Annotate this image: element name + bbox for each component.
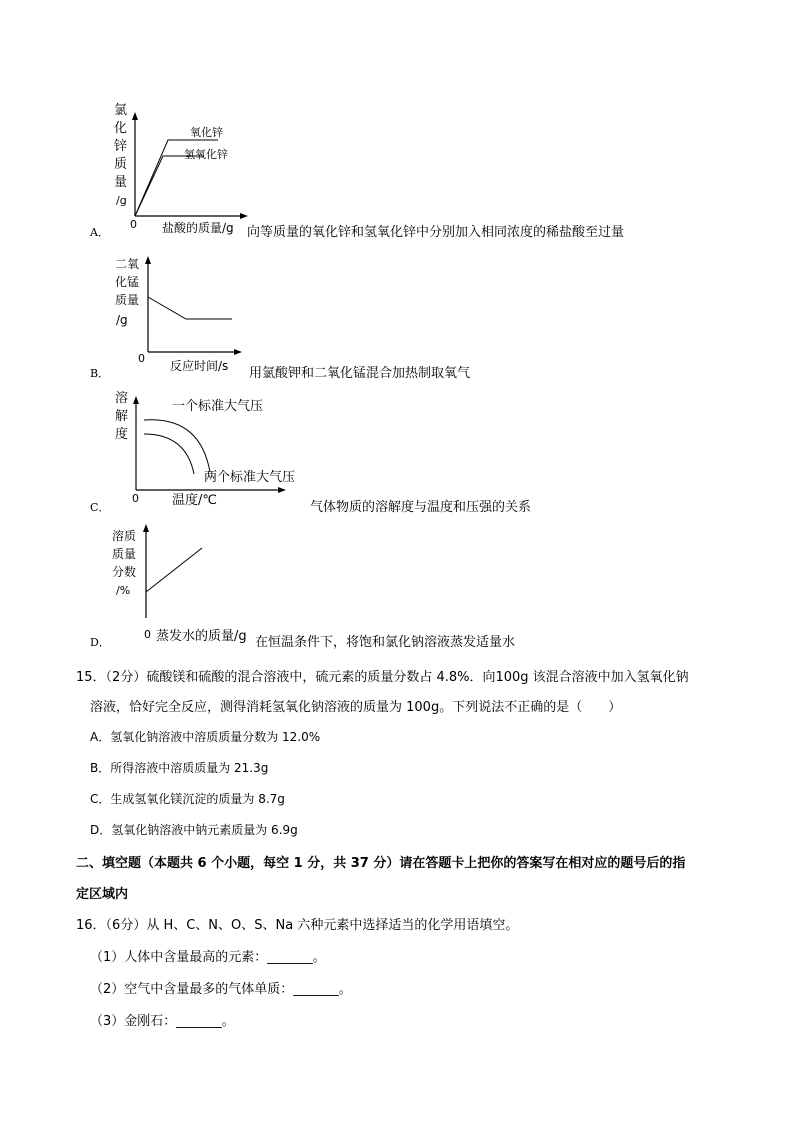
graph-a-ylabel-char: 量: [114, 175, 128, 190]
graph-c-ylabel-char: 解: [115, 409, 129, 424]
graph-b-xlabel: 反应时间/s: [170, 359, 229, 373]
graph-a-origin: 0: [130, 218, 137, 231]
option-a-letter: A．: [90, 226, 109, 239]
option-d-caption: 在恒温条件下，将饱和氯化钠溶液蒸发适量水: [255, 635, 516, 650]
option-d-letter: D．: [90, 636, 110, 649]
graph-d-ylabel-line: /%: [116, 584, 131, 597]
graph-d-ylabel-line: 分数: [112, 565, 137, 579]
graph-c-curve2-label: 两个标准大气压: [204, 470, 296, 485]
graph-c-x-arrow: [278, 487, 286, 493]
graph-a-line2-label: 氢氧化锌: [184, 148, 228, 161]
q15-stem-line2: 溶液，恰好完全反应，测得消耗氢氧化钠溶液的质量为 100g。下列说法不正确的是（ ）: [90, 700, 622, 715]
graph-b-y-arrow: [145, 256, 151, 264]
graph-c: [108, 386, 328, 511]
q15-option-c: C．生成氢氧化镁沉淀的质量为 8.7g: [90, 792, 285, 806]
graph-b: [108, 252, 258, 377]
graph-d-ylabel: [112, 528, 136, 597]
graph-a-ylabel: [114, 103, 127, 207]
graph-a-ylabel-unit: /g: [116, 194, 127, 207]
q15-option-d: D．氢氧化钠溶液中钠元素质量为 6.9g: [90, 823, 298, 837]
graph-b-line: [148, 297, 232, 319]
option-a-caption: 向等质量的氧化锌和氢氧化锌中分别加入相同浓度的稀盐酸至过量: [247, 225, 625, 240]
graph-b-origin: 0: [138, 352, 145, 365]
q16-item-3: （3）金刚石：_______。: [90, 1014, 235, 1029]
q16-item-2: （2）空气中含量最多的气体单质：_______。: [90, 982, 352, 997]
graph-a-ylabel-char: 氯: [114, 103, 128, 118]
graph-a-xlabel: 盐酸的质量/g: [162, 221, 234, 235]
section2-heading-line2: 定区域内: [76, 887, 129, 902]
graph-c-ylabel-char: 度: [115, 427, 129, 442]
graph-a-ylabel-char: 锌: [114, 139, 128, 154]
section2-heading-line1: 二、填空题（本题共 6 个小题，每空 1 分，共 37 分）请在答题卡上把你的答案写在相对应的题号后的指: [76, 856, 686, 871]
q16-item-1: （1）人体中含量最高的元素：_______。: [90, 950, 326, 965]
graph-c-ylabel: [115, 390, 128, 442]
graph-b-ylabel-line: 质量: [115, 293, 140, 307]
graph-c-origin: 0: [132, 492, 139, 505]
graph-a-line-zinc-hydroxide: [135, 156, 204, 216]
graph-a-ylabel-char: 化: [114, 121, 128, 136]
option-b-caption: 用氯酸钾和二氧化锰混合加热制取氧气: [249, 366, 471, 381]
graph-a: [108, 100, 258, 240]
option-b-letter: B．: [90, 367, 110, 380]
graph-c-y-arrow: [133, 396, 139, 404]
graph-c-ylabel-char: 溶: [115, 391, 129, 406]
option-c-caption: 气体物质的溶解度与温度和压强的关系: [310, 500, 532, 515]
graph-d-origin: 0: [144, 628, 151, 641]
graph-c-curve1-label: 一个标准大气压: [172, 399, 264, 414]
graph-b-ylabel-line: /g: [116, 313, 128, 327]
graph-b-ylabel-line: 化锰: [115, 275, 140, 289]
graph-d-xlabel: 蒸发水的质量/g: [156, 629, 247, 644]
q16-stem: 16．（6分）从 H、C、N、O、S、Na 六种元素中选择适当的化学用语填空。: [76, 918, 519, 933]
q15-stem-line1: 15．（2分）硫酸镁和硫酸的混合溶液中，硫元素的质量分数占 4.8%．向100g 该混合溶液中加入氢氧化钠: [76, 670, 689, 685]
graph-c-xlabel: 温度/℃: [172, 493, 217, 508]
option-c-letter: C．: [90, 501, 110, 514]
graph-c-curve-1atm: [144, 420, 210, 472]
graph-c-curve-2atm: [144, 434, 194, 474]
graph-b-x-arrow: [234, 349, 242, 355]
graph-a-ylabel-char: 质: [114, 157, 128, 172]
graph-d-y-arrow: [143, 524, 149, 532]
graph-d-line: [146, 548, 202, 592]
q15-option-b: B．所得溶液中溶质质量为 21.3g: [90, 761, 269, 775]
graph-d-ylabel-line: 质量: [112, 547, 137, 561]
graph-d-ylabel-line: 溶质: [112, 529, 137, 543]
graph-a-y-arrow: [132, 112, 138, 120]
graph-b-ylabel-line: 二氧: [115, 257, 140, 271]
q15-option-a: A．氢氧化钠溶液中溶质质量分数为 12.0%: [90, 730, 321, 744]
graph-a-x-arrow: [240, 213, 248, 219]
graph-d: [108, 518, 258, 648]
graph-a-line1-label: 氧化锌: [190, 126, 223, 139]
graph-b-ylabel: [115, 257, 139, 327]
